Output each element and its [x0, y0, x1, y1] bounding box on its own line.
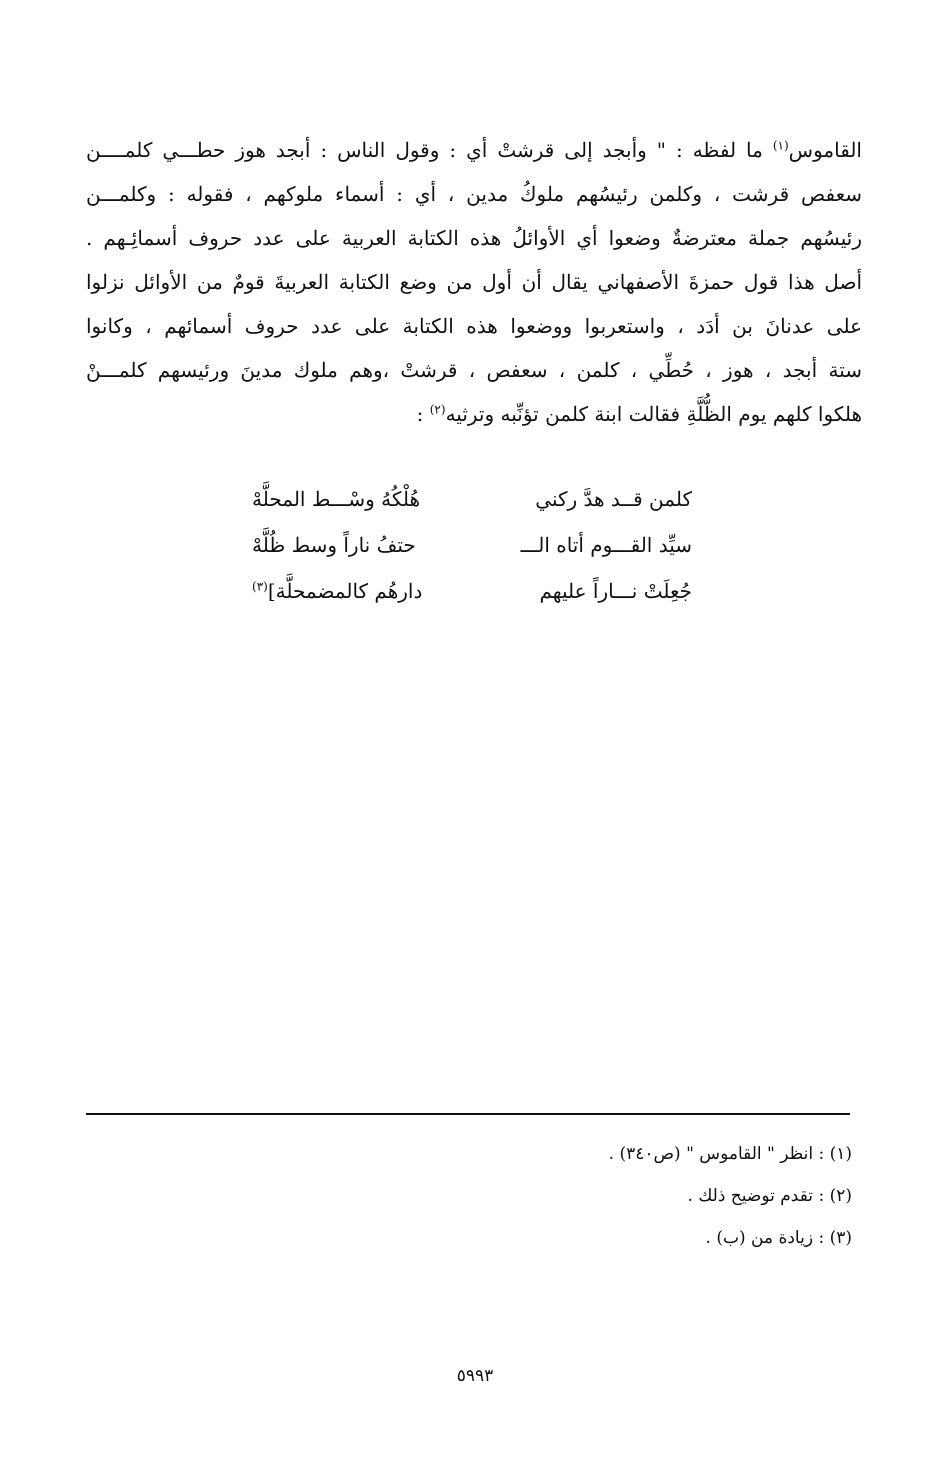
page-number: ٥٩٩٣ [456, 1366, 494, 1386]
text-line: سعفص قرشت ، وكلمن رئيسُهم ملوكُ مدين ، أي : أسماء ملوكهم ، فقوله : وكلمـــن [86, 182, 862, 206]
verse-first-hemistich: جُعِلَتْ نـــاراً عليهم [539, 579, 692, 603]
text-segment: القاموس [788, 138, 862, 162]
main-text [86, 128, 862, 436]
verse-text: دارهُم كالمضمحلَّة] [267, 579, 423, 603]
footnote-separator [86, 1113, 850, 1115]
text-segment: هلكوا كلهم يوم الظُّلَّةِ فقالت ابنة كلمن تؤنِّبه وترثيه [445, 402, 862, 426]
footnotes [152, 1133, 852, 1259]
text-line [86, 392, 862, 436]
text-line: على عدنانَ بن أدَد ، واستعربوا ووضعوا هذه الكتابة على عدد حروف أسمائهم ، وكانوا [86, 314, 862, 338]
poem [252, 476, 692, 614]
text-line: أصل هذا قول حمزةَ الأصفهاني يقال أن أول من وضع الكتابة العربيةَ قومٌ من الأوائل نزلوا [86, 270, 862, 294]
text-line: رئيسُهم جملة معترضةٌ وضعوا أي الأوائلُ هذه الكتابة العربية على عدد حروف أسمائِـهم . [86, 226, 862, 250]
verse-first-hemistich: سيِّد القـــوم أتاه الـــ [520, 533, 692, 557]
verse-line [252, 568, 692, 614]
footnote: (٣) : زيادة من (ب) . [705, 1228, 852, 1248]
verse-line [252, 522, 692, 568]
text-line: ستة أبجد ، هوز ، حُطِّي ، كلمن ، سعفص ، قرشتْ ،وهم ملوك مدينَ ورئيسهم كلمـــنْ [86, 358, 862, 382]
footnote-marker: (١) [772, 138, 789, 153]
text-line [86, 128, 862, 172]
footnote-marker: (٣) [252, 579, 268, 594]
footnote: (١) : انظر " القاموس " (ص٣٤٠) . [608, 1144, 852, 1164]
footnote-marker: (٢) [429, 402, 446, 417]
verse-second-hemistich: هُلْكُهُ وسْـــط المحلَّهْ [252, 487, 421, 511]
verse-line [252, 476, 692, 522]
verse-first-hemistich: كلمن قــد هدَّ ركني [535, 487, 692, 511]
footnote: (٢) : تقدم توضيح ذلك . [687, 1186, 852, 1206]
verse-second-hemistich [252, 568, 422, 614]
text-segment: ما لفظه : " وأبجد إلى قرشتْ أي : وقول الناس : أبجد هوز حطـــي كلمــــن [86, 138, 773, 162]
text-segment: : [416, 402, 430, 426]
verse-second-hemistich: حتفُ ناراً وسط ظُلَّهْ [252, 533, 416, 557]
